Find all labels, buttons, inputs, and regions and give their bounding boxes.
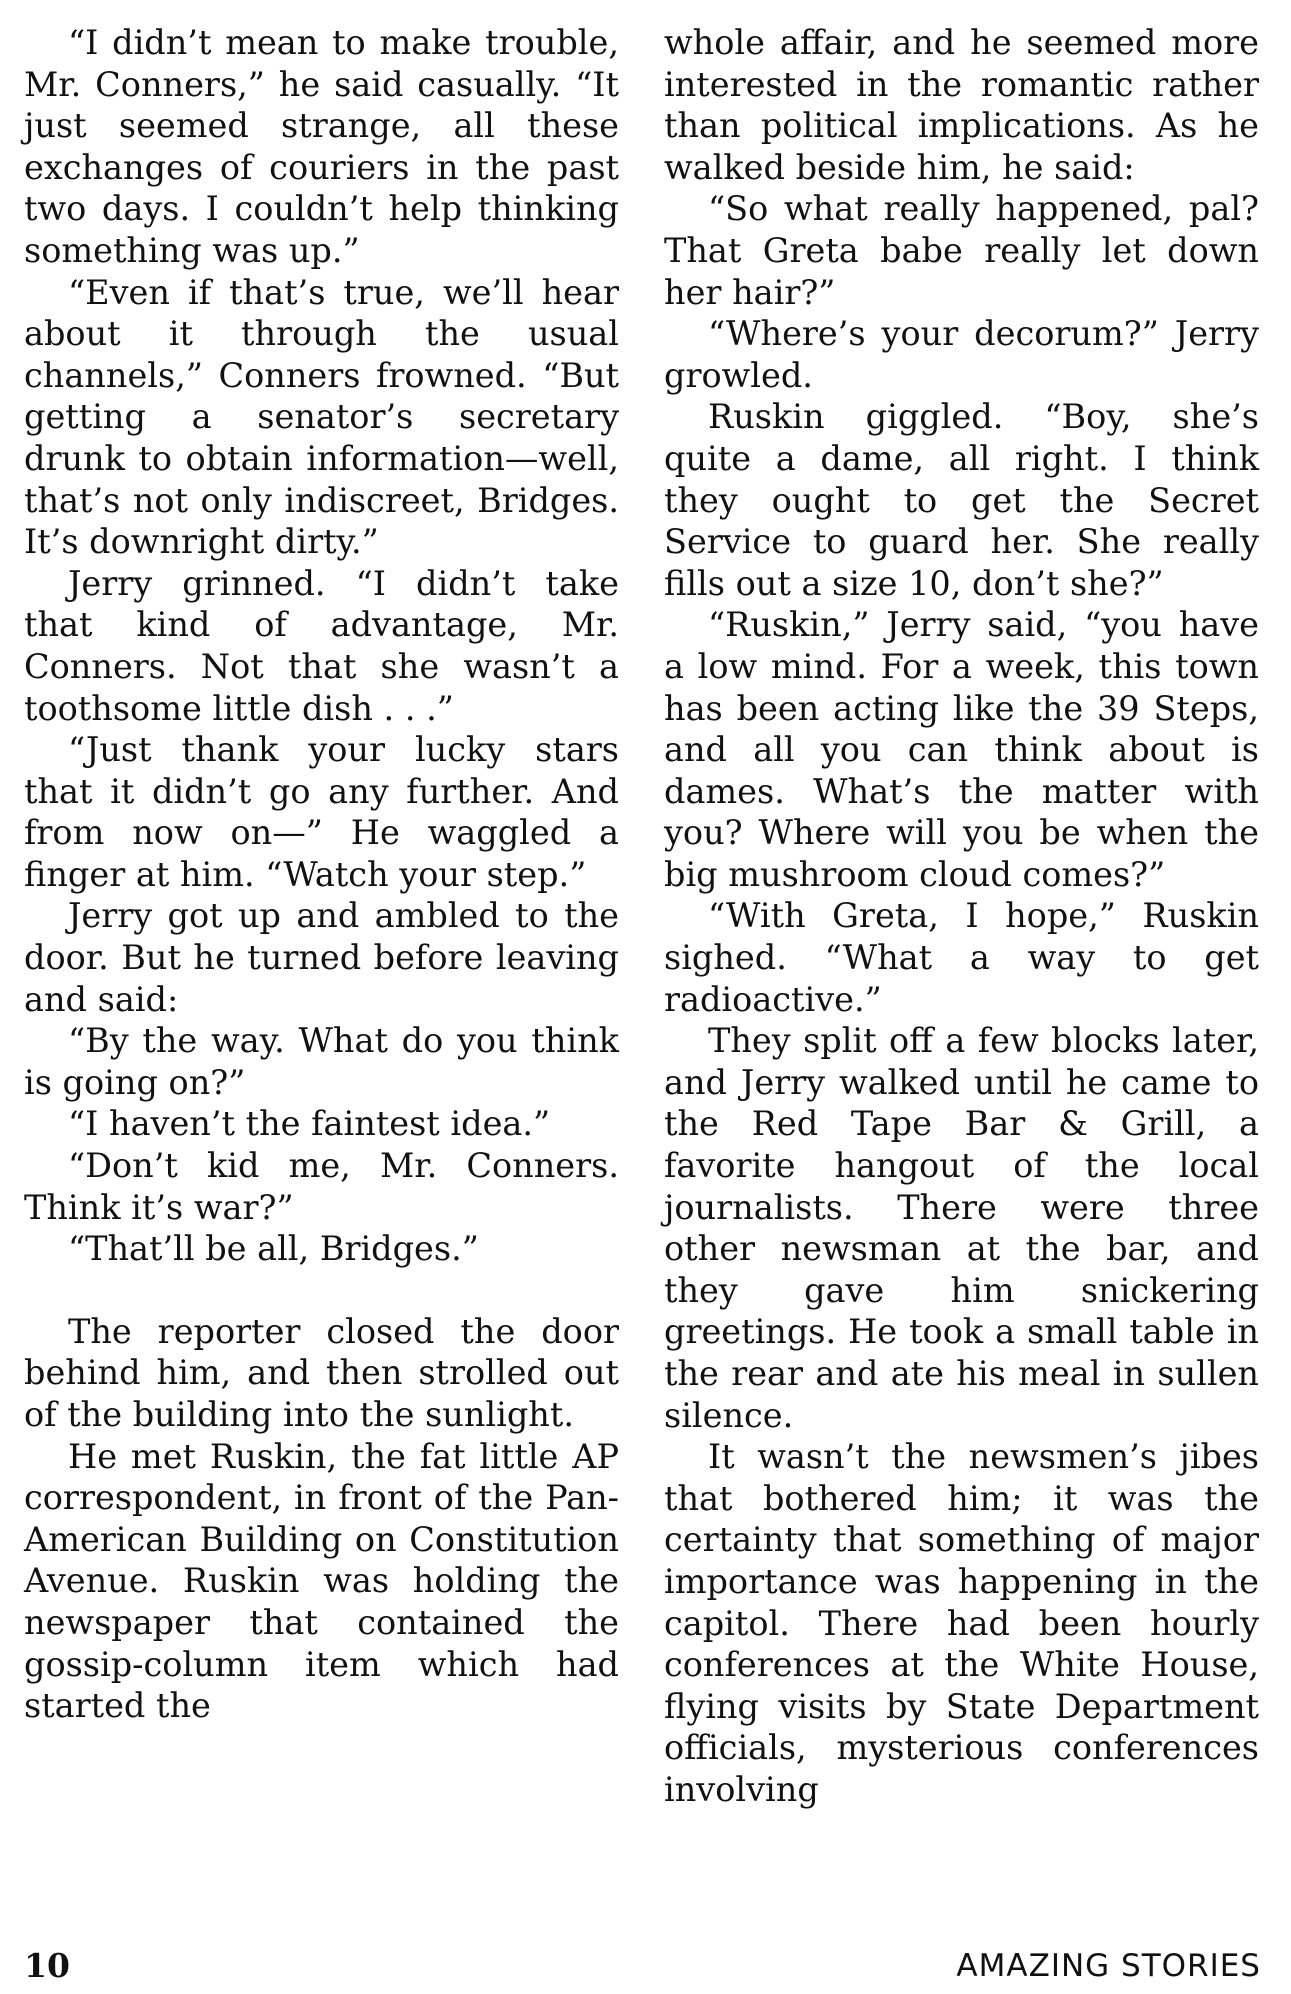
- paragraph: “Even if that’s true, we’ll hear about it through the usual channels,” Conners frowned. “But getting a senator’s secretary drunk to obtain information—well, that’s not only indiscreet, Bridges. It’s downright dirty.”: [24, 272, 619, 562]
- paragraph: He met Ruskin, the fat little AP correspondent, in front of the Pan-American Building on Constitution Avenue. Ruskin was holding the newspaper that contained the gossip-column item which had started the: [24, 1436, 619, 1726]
- paragraph: “So what really happened, pal? That Greta babe really let down her hair?”: [664, 189, 1259, 312]
- paragraph: “I haven’t the faintest idea.”: [68, 1104, 551, 1144]
- paragraph: “By the way. What do you think is going on?”: [24, 1021, 619, 1102]
- running-footer-title: AMAZING STORIES: [956, 1948, 1261, 1984]
- paragraph: Ruskin giggled. “Boy, she’s quite a dame, all right. I think they ought to get the Secret Service to guard her. She really fills out a size 10, don’t she?”: [664, 397, 1259, 603]
- paragraph: whole affair, and he seemed more interested in the romantic rather than political implications. As he walked beside him, he said:: [664, 23, 1259, 187]
- paragraph: “Where’s your decorum?” Jerry growled.: [664, 314, 1259, 395]
- paragraph: The reporter closed the door behind him, and then strolled out of the building into the sunlight.: [24, 1311, 619, 1434]
- right-column: [664, 22, 1259, 1811]
- paragraph: “I didn’t mean to make trouble, Mr. Conners,” he said casually. “It just seemed strange, all these exchanges of couriers in the past two days. I couldn’t help thinking something was up.”: [24, 23, 619, 270]
- paragraph: “With Greta, I hope,” Ruskin sighed. “What a way to get radioactive.”: [664, 896, 1259, 1019]
- paragraph: “Just thank your lucky stars that it didn’t go any further. And from now on—” He waggled a finger at him. “Watch your step.”: [24, 730, 619, 894]
- page-number: 10: [24, 1946, 70, 1985]
- paragraph: Jerry got up and ambled to the door. But he turned before leaving and said:: [24, 896, 619, 1019]
- paragraph: “That’ll be all, Bridges.”: [68, 1229, 479, 1269]
- paragraph: They split off a few blocks later, and Jerry walked until he came to the Red Tape Bar & Grill, a favorite hangout of the local journalists. There were three other newsman at the bar, and they gave him snickering greetings. He took a small table in the rear and ate his meal in sullen silence.: [664, 1021, 1259, 1435]
- paragraph: “Don’t kid me, Mr. Conners. Think it’s war?”: [24, 1146, 619, 1227]
- left-column: [24, 22, 619, 1727]
- paragraph: It wasn’t the newsmen’s jibes that bothered him; it was the certainty that something of major importance was happening in the capitol. There had been hourly conferences at the White House, flying visits by State Department officials, mysterious conferences involving: [664, 1437, 1259, 1809]
- paragraph: Jerry grinned. “I didn’t take that kind of advantage, Mr. Conners. Not that she wasn’t a toothsome little dish . . .”: [24, 563, 619, 728]
- paragraph: “Ruskin,” Jerry said, “you have a low mind. For a week, this town has been acting like the 39 Steps, and all you can think about is dames. What’s the matter with you? Where will you be when the big mushroom cloud comes?”: [664, 605, 1259, 894]
